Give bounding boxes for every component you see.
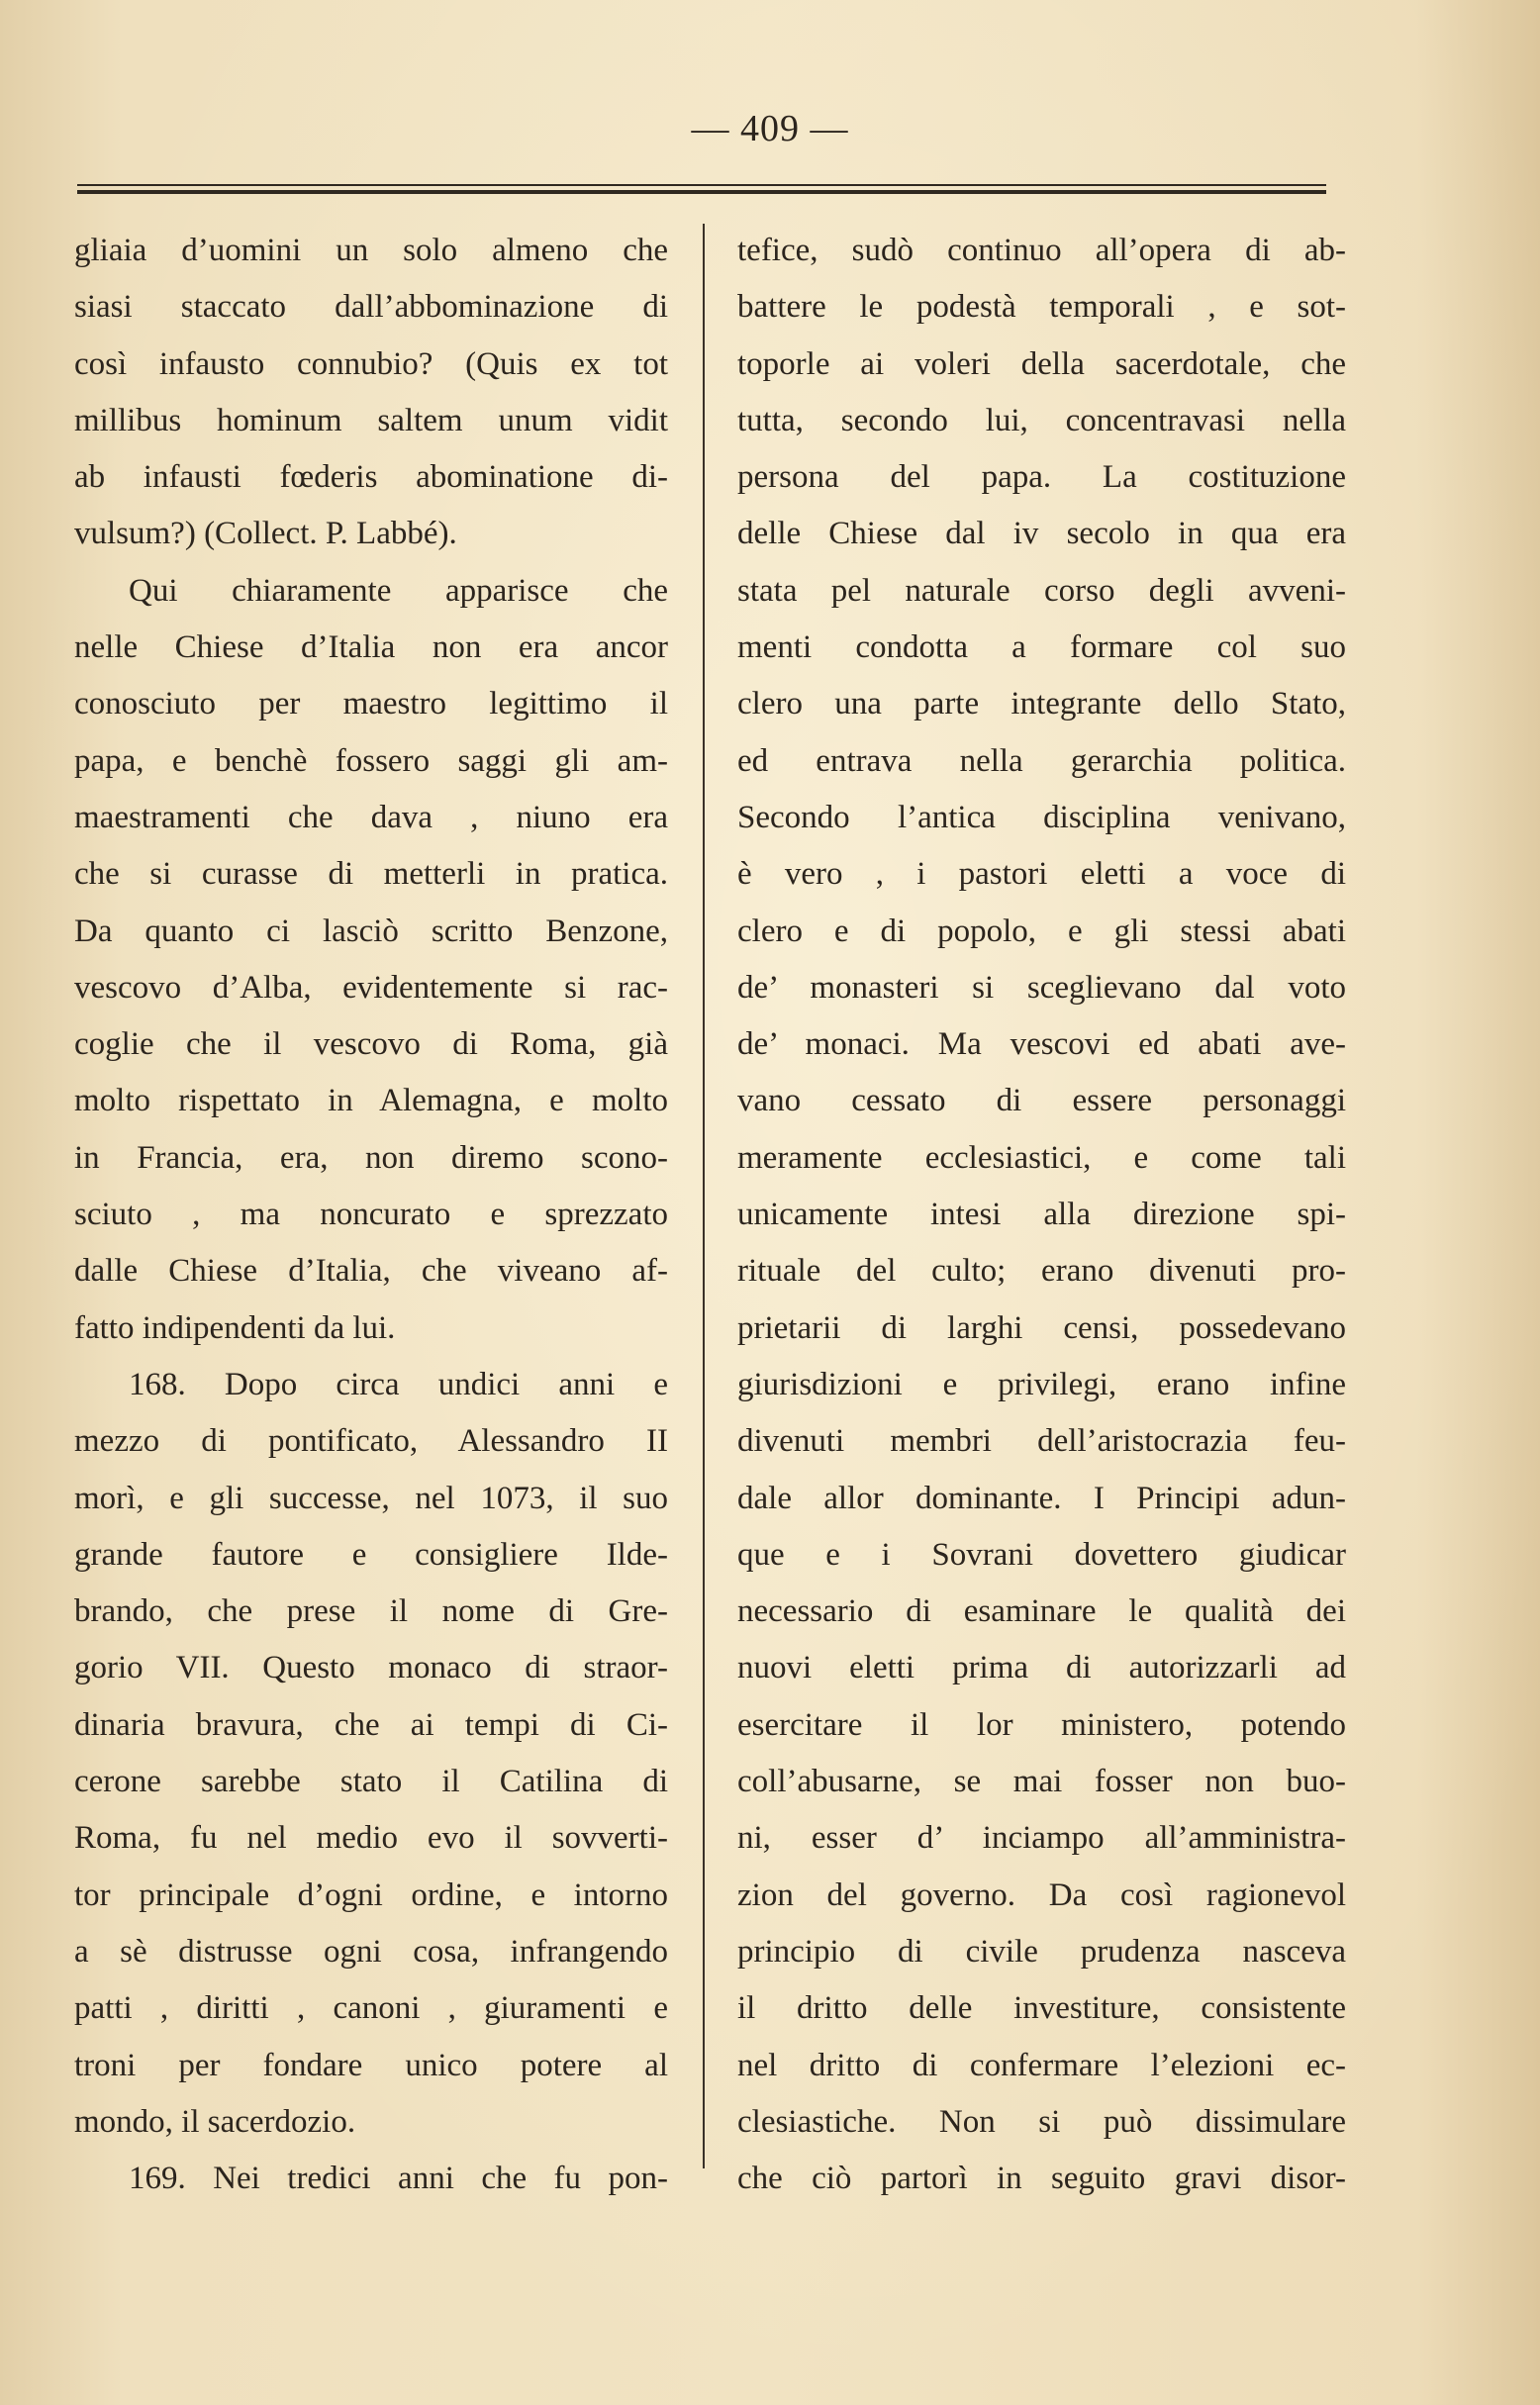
- text-line: meramente ecclesiastici, e come tali: [737, 1139, 1346, 1176]
- page-number: — 409 —: [691, 108, 849, 149]
- text-line: siasi staccato dall’abbominazione di: [74, 289, 668, 326]
- text-line: prietarii di larghi censi, possedevano: [737, 1309, 1346, 1346]
- text-line: persona del papa. La costituzione: [737, 459, 1346, 496]
- text-line: stata pel naturale corso degli avveni-: [737, 572, 1346, 609]
- text-line: battere le podestà temporali , e sot-: [737, 289, 1346, 326]
- text-line: vescovo d’Alba, evidentemente si rac-: [74, 969, 668, 1006]
- text-line: brando, che prese il nome di Gre-: [74, 1593, 668, 1630]
- text-line: dale allor dominante. I Principi adun-: [737, 1480, 1346, 1516]
- text-line: coglie che il vescovo di Roma, già: [74, 1026, 668, 1063]
- text-line: papa, e benchè fossero saggi gli am-: [74, 742, 668, 779]
- text-line: a sè distrusse ogni cosa, infrangendo: [74, 1933, 668, 1970]
- text-line: de’ monaci. Ma vescovi ed abati ave-: [737, 1026, 1346, 1063]
- text-line: in Francia, era, non diremo scono-: [74, 1139, 668, 1176]
- text-line: divenuti membri dell’aristocrazia feu-: [737, 1423, 1346, 1460]
- text-line: mezzo di pontificato, Alessandro II: [74, 1423, 668, 1460]
- text-line: ed entrava nella gerarchia politica.: [737, 742, 1346, 779]
- text-line: esercitare il lor ministero, potendo: [737, 1706, 1346, 1743]
- text-line: zion del governo. Da così ragionevol: [737, 1876, 1346, 1913]
- text-line: Qui chiaramente apparisce che: [129, 572, 668, 609]
- text-line: delle Chiese dal iv secolo in qua era: [737, 516, 1346, 552]
- text-line: Da quanto ci lasciò scritto Benzone,: [74, 913, 668, 949]
- text-line: nelle Chiese d’Italia non era ancor: [74, 629, 668, 666]
- text-line: patti , diritti , canoni , giuramenti e: [74, 1990, 668, 2027]
- column-divider: [703, 224, 705, 2168]
- text-line: coll’abusarne, se mai fosser non buo-: [737, 1764, 1346, 1800]
- text-line: menti condotta a formare col suo: [737, 629, 1346, 666]
- text-line: clero una parte integrante dello Stato,: [737, 686, 1346, 722]
- text-line: de’ monasteri si sceglievano dal voto: [737, 969, 1346, 1006]
- text-line: è vero , i pastori eletti a voce di: [737, 856, 1346, 893]
- text-line: 169. Nei tredici anni che fu pon-: [129, 2161, 668, 2197]
- text-line: clesiastiche. Non si può dissimulare: [737, 2103, 1346, 2140]
- text-line: que e i Sovrani dovettero giudicar: [737, 1536, 1346, 1573]
- text-line: tefice, sudò continuo all’opera di ab-: [737, 233, 1346, 268]
- text-line: molto rispettato in Alemagna, e molto: [74, 1083, 668, 1119]
- text-line: dalle Chiese d’Italia, che viveano af-: [74, 1253, 668, 1290]
- text-line: gliaia d’uomini un solo almeno che: [74, 233, 668, 268]
- left-text-column: [74, 223, 668, 2207]
- text-line: giurisdizioni e privilegi, erano infine: [737, 1366, 1346, 1402]
- text-line: nel dritto di confermare l’elezioni ec-: [737, 2047, 1346, 2083]
- text-line: il dritto delle investiture, consistente: [737, 1990, 1346, 2027]
- text-line: che ciò partorì in seguito gravi disor-: [737, 2161, 1346, 2197]
- text-line: unicamente intesi alla direzione spi-: [737, 1197, 1346, 1233]
- text-line: 168. Dopo circa undici anni e: [129, 1366, 668, 1402]
- header-rule-thick: [77, 190, 1326, 194]
- text-line: cerone sarebbe stato il Catilina di: [74, 1764, 668, 1800]
- text-line: principio di civile prudenza nasceva: [737, 1933, 1346, 1970]
- text-line: conosciuto per maestro legittimo il: [74, 686, 668, 722]
- text-line: tor principale d’ogni ordine, e intorno: [74, 1876, 668, 1913]
- text-line: ni, esser d’ inciampo all’amministra-: [737, 1820, 1346, 1857]
- text-line: necessario di esaminare le qualità dei: [737, 1593, 1346, 1630]
- text-line: vano cessato di essere personaggi: [737, 1083, 1346, 1119]
- text-line: Secondo l’antica disciplina venivano,: [737, 799, 1346, 835]
- text-line: grande fautore e consigliere Ilde-: [74, 1536, 668, 1573]
- text-line: gorio VII. Questo monaco di straor-: [74, 1650, 668, 1686]
- text-line: morì, e gli successe, nel 1073, il suo: [74, 1480, 668, 1516]
- text-line: nuovi eletti prima di autorizzarli ad: [737, 1650, 1346, 1686]
- text-line: troni per fondare unico potere al: [74, 2047, 668, 2083]
- right-text-column: [737, 223, 1346, 2207]
- text-line: mondo, il sacerdozio.: [74, 2103, 356, 2140]
- text-line: toporle ai voleri della sacerdotale, che: [737, 345, 1346, 382]
- text-line: clero e di popolo, e gli stessi abati: [737, 913, 1346, 949]
- text-line: dinaria bravura, che ai tempi di Ci-: [74, 1706, 668, 1743]
- text-line: rituale del culto; erano divenuti pro-: [737, 1253, 1346, 1290]
- text-line: Roma, fu nel medio evo il sovverti-: [74, 1820, 668, 1857]
- header-rule-thin: [77, 184, 1326, 186]
- text-line: vulsum?) (Collect. P. Labbé).: [74, 516, 457, 552]
- text-line: fatto indipendenti da lui.: [74, 1309, 396, 1346]
- text-line: millibus hominum saltem unum vidit: [74, 402, 668, 438]
- text-line: che si curasse di metterli in pratica.: [74, 856, 668, 893]
- text-line: così infausto connubio? (Quis ex tot: [74, 345, 668, 382]
- text-line: sciuto , ma noncurato e sprezzato: [74, 1197, 668, 1233]
- text-line: tutta, secondo lui, concentravasi nella: [737, 402, 1346, 438]
- text-line: ab infausti fœderis abominatione di-: [74, 459, 668, 496]
- text-line: maestramenti che dava , niuno era: [74, 799, 668, 835]
